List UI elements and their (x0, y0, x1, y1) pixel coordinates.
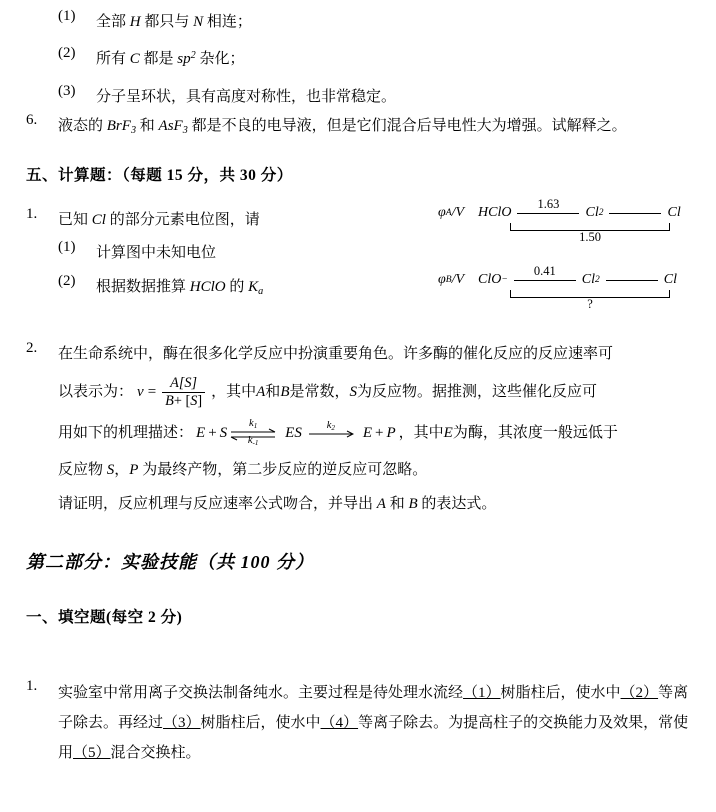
fill1-l2b: 树脂柱后，使水中 (200, 715, 321, 731)
fill1-l3a: 换能力及效果，常使用 (58, 715, 689, 761)
item-label: (3) (58, 82, 76, 99)
blank-1: （1） (463, 685, 501, 701)
fill1-l1b: 树脂柱后，使水中 (500, 685, 621, 701)
question-number: 1. (26, 678, 38, 694)
segment-1 (514, 263, 576, 281)
segment-1-value: 1.63 (537, 196, 560, 211)
item-text-pre: 所有 (96, 51, 130, 68)
species-left: HClO (478, 205, 512, 220)
mech-E2: E (362, 425, 372, 441)
species-middle: Cl (585, 205, 599, 220)
part-two-post: 分） (270, 552, 314, 572)
calc2-l2b: ，其中 (211, 383, 257, 400)
calc1-sub2-ksub: a (258, 285, 264, 297)
formula-equals: = (147, 383, 157, 400)
num-s: S (184, 375, 192, 392)
axis-symbol: φ (438, 272, 446, 287)
item-text-mid: 都是 (139, 51, 178, 68)
calc2-l4a: 反应物 (58, 462, 107, 479)
calc2-line4 (26, 456, 691, 485)
species-right: Cl (667, 205, 681, 220)
sub-items-group (58, 8, 678, 112)
item-text-mid: 都只与 (140, 14, 194, 30)
sub-item-label: (2) (58, 272, 76, 289)
segment-1 (517, 196, 579, 214)
item-text-post: 相连； (203, 14, 252, 30)
rate-formula (137, 375, 207, 409)
den-plus: + [ (173, 392, 191, 409)
forward-arrow (308, 419, 354, 439)
calc2-var-B2: B (408, 495, 418, 512)
q6-seg1: 液态的 (58, 118, 107, 134)
calc1-sub2-pre: 根据数据推算 (96, 278, 190, 295)
calc2-l3a: 用如下的机理描述： (58, 425, 194, 441)
calc1-var: Cl (91, 212, 106, 228)
species-middle-sub: 2 (598, 208, 604, 218)
mech-S: S (219, 425, 228, 441)
calc-question-1 (26, 206, 446, 302)
fill1-l2c: 等离子除去。为提高柱子的交 (358, 715, 554, 731)
segment-2 (609, 213, 661, 214)
axis-unit: /V (451, 272, 465, 287)
calc2-l4c: 为最终产物，第二步反应的逆反应可忽略。 (138, 462, 428, 479)
num-b: ] (191, 375, 198, 392)
axis-unit: /V (451, 205, 465, 220)
rate-const-k1: $k_1$ (249, 417, 258, 430)
question-text (58, 456, 691, 485)
sub-item-text (96, 273, 446, 302)
species-left: ClO (478, 272, 502, 287)
part-two-score: 100 (240, 552, 271, 572)
calc1-sub2-mid: 的 (225, 278, 249, 295)
calc1-line1 (26, 206, 446, 235)
question-6 (26, 112, 686, 141)
den-a: B (165, 392, 174, 409)
blank-5: （5） (73, 745, 111, 761)
axis-subscript: B (445, 275, 452, 285)
calc2-l5b: 和 (385, 495, 409, 512)
calc2-l3c: 为酶，其浓度一般远低于 (452, 425, 618, 441)
rate-const-k2: $k_2$ (326, 419, 335, 432)
potential-diagram-acid (438, 196, 681, 245)
calc1-sub2 (26, 273, 446, 302)
item-text-post: 杂化； (195, 51, 245, 68)
item-var2: sp (177, 51, 191, 68)
calc2-var-S2: S (106, 462, 115, 479)
section-heading-1: 一、填空题(每空 2 分) (26, 609, 183, 626)
item-text: 分子呈环状，具有高度对称性，也非常稳定。 (96, 88, 397, 105)
calc1-sub2-var: HClO (189, 278, 226, 295)
item-var2-sup: 2 (190, 50, 196, 62)
species-right: Cl (663, 272, 678, 287)
formula-fraction (162, 375, 205, 409)
part-two-heading (26, 548, 314, 574)
calc2-var-A2: A (376, 495, 386, 512)
calc2-l5c: 的表达式。 (417, 495, 497, 512)
calc2-var-P: P (129, 462, 139, 479)
question-text (58, 112, 686, 141)
calc2-l2d: 是常数， (289, 383, 350, 400)
calc1-pre: 已知 (58, 212, 92, 228)
item-text (96, 45, 678, 74)
question-text: 在生命系统中，酶在很多化学反应中扮演重要角色。许多酶的催化反应的反应速率可 (58, 346, 614, 362)
item-var1: C (129, 51, 140, 68)
fill-question-1 (26, 678, 691, 768)
calc2-var-A: A (256, 383, 266, 400)
species-middle-sub: 2 (595, 275, 600, 285)
blank-3: （3） (163, 715, 201, 731)
den-b: ] (197, 392, 203, 409)
calc2-line3 (26, 419, 691, 448)
item-text-pre: 全部 (96, 14, 130, 30)
calc2-l2c: 和 (265, 383, 281, 400)
list-item (58, 83, 678, 112)
part-two-pre: 第二部分：实验技能（共 (26, 552, 241, 572)
diagram-line (438, 196, 681, 221)
den-s: S (190, 392, 198, 409)
q6-formula-2-sub: 3 (182, 124, 188, 136)
calc2-line5 (26, 490, 691, 519)
mechanism-equation (196, 419, 396, 448)
calc2-var-S: S (349, 383, 357, 400)
fraction-denominator (162, 393, 205, 409)
q6-formula-2: AsF (158, 118, 183, 134)
formula-v: v (137, 383, 144, 400)
calc-question-2 (26, 340, 691, 519)
blank-4: （4） (320, 715, 359, 731)
item-var1: H (129, 14, 141, 30)
question-text (58, 490, 691, 519)
section-heading-5: 五、计算题：（每题 15 分，共 30 分） (26, 167, 293, 184)
calc2-var-B: B (280, 383, 290, 400)
item-label: (1) (58, 8, 76, 24)
question-number: 1. (26, 206, 38, 222)
calc1-sub1 (26, 239, 446, 268)
brace-value: ? (587, 297, 593, 311)
calc2-var-E: E (443, 425, 453, 441)
mech-P: P (386, 425, 396, 441)
calc2-l5a: 请证明，反应机理与反应速率公式吻合，并导出 (58, 495, 377, 512)
calc1-post: 的部分元素电位图，请 (105, 212, 260, 228)
mech-plus-1: + (208, 425, 217, 441)
brace-value: 1.50 (579, 230, 601, 244)
calc1-sub2-k: K (248, 278, 259, 295)
potential-diagram-base (438, 263, 678, 312)
question-text (58, 419, 691, 448)
calc2-line1 (26, 340, 691, 369)
q6-formula-1: BrF (106, 118, 131, 134)
sub-item-label: (1) (58, 239, 76, 256)
calc2-line2 (26, 375, 691, 409)
fill1-l3b: 混合交换柱。 (110, 745, 201, 761)
item-var2: N (193, 14, 204, 30)
segment-1-value: 0.41 (533, 263, 556, 278)
fraction-numerator (162, 375, 205, 392)
species-left-sup: − (501, 275, 508, 285)
q6-seg3: 都是不良的电导液，但是它们混合后导电性大为增强。试解释之。 (187, 118, 627, 134)
question-number: 2. (26, 340, 38, 356)
list-item (58, 45, 678, 74)
question-number: 6. (26, 112, 38, 128)
axis-subscript: A (445, 208, 452, 218)
fill1-l1a: 实验室中常用离子交换法制备纯水。主要过程是待处理水流经 (58, 685, 464, 701)
fill1-l2a: 等离子除去。再经过 (58, 685, 689, 731)
q6-seg2: 和 (136, 118, 159, 134)
diagram-line (438, 263, 678, 288)
question-text (58, 375, 691, 409)
equilibrium-arrow (230, 417, 276, 447)
question-text (58, 678, 691, 768)
calc2-l2a: 以表示为： (58, 383, 134, 400)
rate-const-k-minus-1: $k_{-1}$ (247, 434, 259, 447)
calc2-l2e: 为反应物。据推测，这些催化反应可 (357, 383, 598, 400)
calc2-l4b: ， (114, 462, 130, 479)
mech-plus-2: + (375, 425, 384, 441)
mech-E: E (196, 425, 206, 441)
species-middle: Cl (581, 272, 596, 287)
item-label: (2) (58, 45, 76, 62)
diagram-brace (510, 290, 670, 312)
axis-symbol: φ (438, 205, 446, 220)
diagram-brace (510, 223, 670, 245)
segment-2 (606, 280, 658, 281)
num-a: A[ (170, 375, 185, 392)
item-text (96, 8, 678, 37)
question-text (58, 206, 446, 235)
list-item (58, 8, 678, 37)
q6-formula-1-sub: 3 (130, 124, 137, 136)
sub-item-text: 计算图中未知电位 (96, 245, 217, 262)
blank-2: （2） (620, 685, 659, 701)
calc2-l3b: ，其中 (398, 425, 444, 441)
mech-ES: ES (285, 425, 302, 441)
